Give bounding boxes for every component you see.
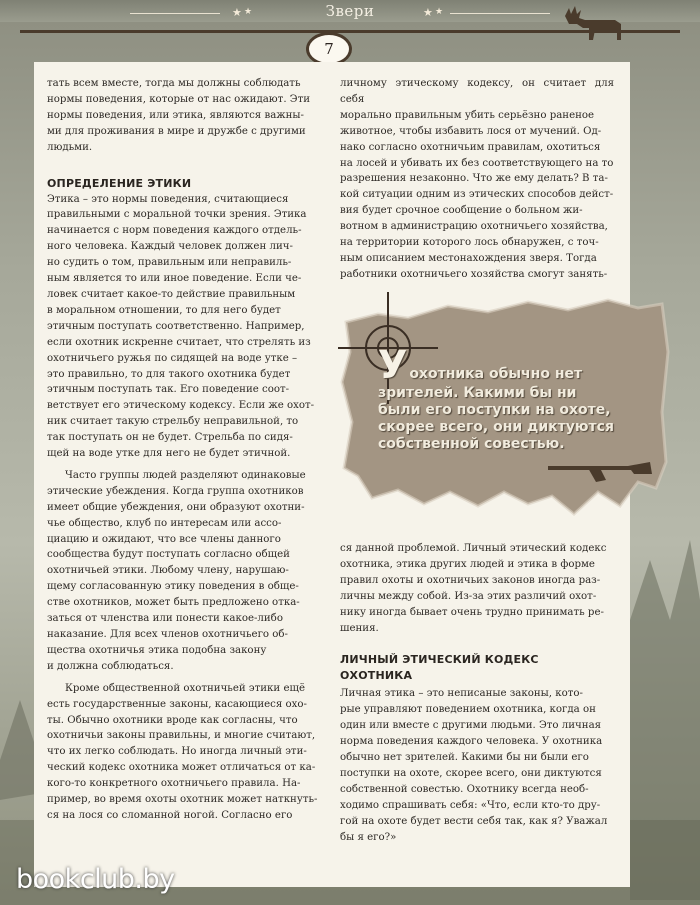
left-column <box>47 76 323 824</box>
paragraph: Этика – это нормы поведения, считающиеся правильными с моральной точки зрения. Этика начинается с норм поведения каждого отдель- ного человека. Каждый человек должен лич- но судить о том, правильным или неправиль- ным является то или иное поведение. Если че- ловек считает какое-то действие правильным в моральном отношении, то для него будет этичным поступать соответственно. Например, если охотник искренне считает, что стрелять из охотничьего ружья по сидящей на воде утке – это правильно, то для такого охотника будет этичным поступать так. Его поведение соот- ветствует его этическому кодексу. Если же охот- ник считает такую стрельбу неправильной, то так поступать он не будет. Стрельба по сидя- щей на воде утке для него не будет этичной. <box>47 193 315 460</box>
callout-line: охотника обычно нет <box>409 366 583 382</box>
right-column-bottom <box>340 541 614 846</box>
header-divider-right <box>450 13 550 14</box>
callout-text: зрителей. Какими бы ни были его поступки на охоте, скорее всего, они диктуются собственной совестью. <box>378 385 614 452</box>
star-icon: ★ <box>244 7 253 17</box>
paragraph: Часто группы людей разделяют одинаковые этические убеждения. Когда группа охотников имеет общие убеждения, они образуют охотни- чье общество, клуб по интересам или ассо- циацию и ожидают, что все члены данного сообщества будут поступать согласно общей охотничьей этики. Любому члену, нарушаю- щему согласованную этику поведения в обще- стве охотников, может быть предложено отка- заться от членства или понести какое-либо наказание. Для всех членов охотничьего об- щества охотничья этика подобна закону и должна соблюдаться. <box>47 469 306 672</box>
paragraph: Кроме общественной охотничьей этики ещё есть государственные законы, касающиеся охо- ты. Обычно охотники вроде как согласны, что охотничьи законы правильны, и многие считают, что их легко соблюдать. Но иногда личный эти- ческий кодекс охотника может отличаться от ка- кого-то конкретного охотничьего правила. На- пример, во время охоты охотник может наткнуть- ся на лося со сломанной ногой. Согласно его <box>47 682 318 821</box>
paragraph: тать всем вместе, тогда мы должны соблюдать нормы поведения, которые от нас ожидают. Эти нормы поведения, или этика, являются важны- ми для проживания в мире и дружбе с другими людьми. <box>47 78 311 153</box>
paragraph: ся данной проблемой. Личный этический кодекс охотника, этика других людей и этика в форме правил охоты и охотничьих законов иногда раз- личны между собой. Из-за этих различий охот- нику иногда бывает очень трудно принимать ре- шения. <box>340 543 607 634</box>
section-heading: ЛИЧНЫЙ ЭТИЧЕСКИЙ КОДЕКС ОХОТНИКА <box>340 653 539 683</box>
header-rule <box>20 30 680 33</box>
watermark: bookclub.by <box>16 864 175 895</box>
paragraph: личному этическому кодексу, он считает для себя морально правильным убить серьёзно раненое животное, чтобы избавить лося от мучений. Од- нако согласно охотничьим правилам, охотиться на лосей и убивать их без соответствующего на то разрешения незаконно. Что же ему делать? В та- кой ситуации одним из этических способов дейст- вия будет срочное сообщение о больном жи- вотном в администрацию охотничьего хозяйства, на территории которого лось обнаружен, с точ- ным описанием местонахождения зверя. Тогда работники охотничьего хозяйства смогут занять- <box>340 78 614 280</box>
section-title: Звери <box>325 2 375 20</box>
callout-quote <box>378 343 668 453</box>
star-icon: ★ <box>232 6 242 19</box>
right-column-top <box>340 76 614 283</box>
header-divider-left <box>130 13 220 14</box>
star-icon: ★ <box>435 7 444 17</box>
paragraph: Личная этика – это неписаные законы, кото- рые управляют поведением охотника, когда он один или вместе с другими людьми. Это личная норма поведения каждого человека. У охотника обычно нет зрителей. Какими бы ни были его поступки на охоте, скорее всего, они диктуются собственной совестью. Охотнику всегда необ- ходимо спрашивать себя: «Что, если кто-то дру- гой на охоте будет вести себя так, как я? Уважал бы я его?» <box>340 688 608 843</box>
section-heading: ОПРЕДЕЛЕНИЕ ЭТИКИ <box>47 176 192 190</box>
drop-cap: У <box>378 343 408 387</box>
page-number: 7 <box>306 32 352 66</box>
star-icon: ★ <box>423 6 433 19</box>
moose-icon <box>555 2 635 42</box>
